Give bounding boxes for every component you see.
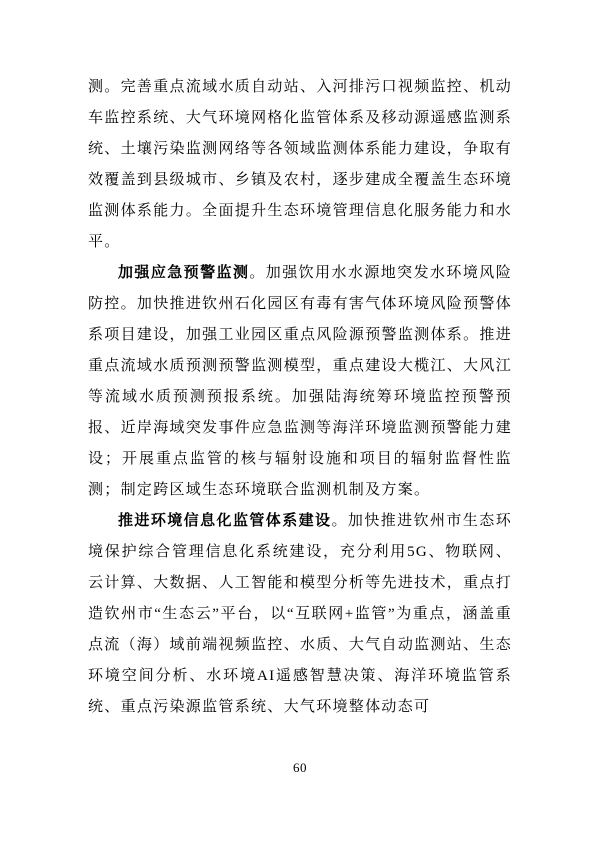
paragraph-information-supervision-system	[88, 506, 512, 723]
page-number: 60	[293, 760, 307, 775]
paragraph-continuation	[88, 72, 512, 258]
paragraph-text: 。加快推进钦州市生态环境保护综合管理信息化系统建设，充分利用5G、物联网、云计算、大数据、人工智能和模型分析等先进技术，重点打造钦州市“生态云”平台，以“互联网+监管”为重点，涵盖重点流（海）域前端视频监控、水质、大气自动监测站、生态环境空间分析、水环境AI遥感智慧决策、海洋环境监管系统、重点污染源监管系统、大气环境整体动态可	[88, 513, 512, 715]
paragraph-bold-lead: 推进环境信息化监管体系建设	[118, 513, 332, 529]
paragraph-text: 。加强饮用水水源地突发水环境风险防控。加快推进钦州石化园区有毒有害气体环境风险预警体系项目建设，加强工业园区重点风险源预警监测体系。推进重点流域水质预测预警监测模型，重点建设大榄江、大风江等流域水质预测预报系统。加强陆海统筹环境监控预警预报、近岸海域突发事件应急监测等海洋环境监测预警能力建设；开展重点监管的核与辐射设施和项目的辐射监督性监测；制定跨区域生态环境联合监测机制及方案。	[88, 265, 512, 498]
paragraph-text: 测。完善重点流域水质自动站、入河排污口视频监控、机动车监控系统、大气环境网格化监管体系及移动源遥感监测系统、土壤污染监测网络等各领域监测体系能力建设，争取有效覆盖到县级城市、乡镇及农村，逐步建成全覆盖生态环境监测体系能力。全面提升生态环境管理信息化服务能力和水平。	[88, 79, 512, 250]
page-content	[88, 72, 512, 723]
paragraph-bold-lead: 加强应急预警监测	[118, 265, 250, 281]
paragraph-emergency-warning-monitoring	[88, 258, 512, 506]
